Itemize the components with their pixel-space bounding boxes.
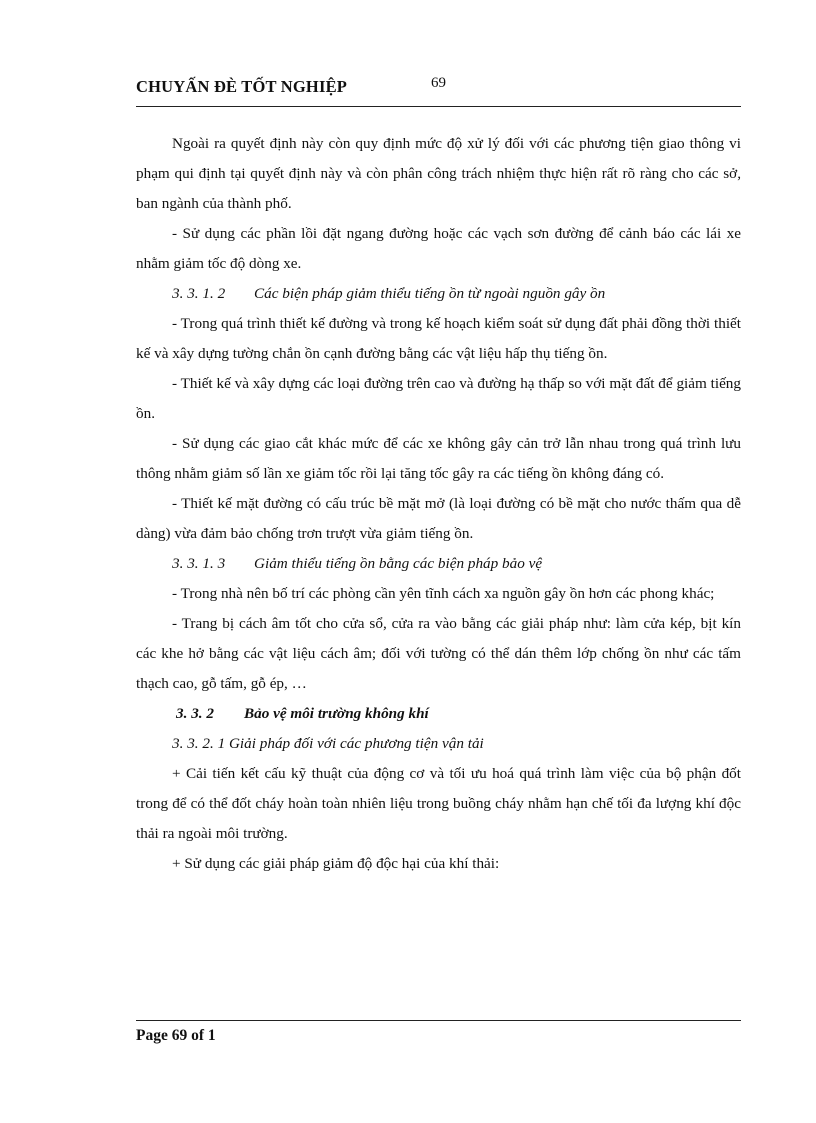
subheading-title: Giảm thiểu tiếng ồn bằng các biện pháp bảo vệ (254, 555, 543, 572)
subheading-number: 3. 3. 1. 3 (172, 555, 226, 572)
paragraph: - Sử dụng các phần lồi đặt ngang đường hoặc các vạch sơn đường để cảnh báo các lái xe nhằm giảm tốc độ dòng xe. (136, 225, 741, 272)
paragraph: + Cải tiến kết cấu kỹ thuật của động cơ và tối ưu hoá quá trình làm việc của bộ phận đốt trong để có thể đốt cháy hoàn toàn nhiên liệu trong buồng cháy nhằm hạn chế tối đa lượng khí độc thải ra ngoài môi trường. (136, 765, 741, 842)
paragraph: - Thiết kế và xây dựng các loại đường trên cao và đường hạ thấp so với mặt đất để giảm tiếng ồn. (136, 375, 741, 422)
section-number: 3. 3. 2 (176, 705, 214, 722)
document-title: CHUYẤN ĐÈ TỐT NGHIỆP (136, 77, 348, 96)
page-header (136, 72, 741, 102)
paragraph: - Trong nhà nên bố trí các phòng cần yên tĩnh cách xa nguồn gây ồn hơn các phong khác; (172, 585, 715, 602)
footer-divider (136, 1020, 741, 1021)
section-title: Bảo vệ môi trường không khí (244, 705, 429, 722)
paragraph: Ngoài ra quyết định này còn quy định mức độ xử lý đối với các phương tiện giao thông vi phạm qui định tại quyết định này và còn phân công trách nhiệm thực hiện rất rõ ràng cho các sở, ban ngành của thành phố. (136, 135, 741, 212)
paragraph: - Sử dụng các giao cắt khác mức để các xe không gây cản trở lẫn nhau trong quá trình lưu thông nhằm giảm số lần xe giảm tốc rồi lại tăng tốc gây ra các tiếng ồn không đáng có. (136, 435, 741, 482)
subheading-3-3-2-1: 3. 3. 2. 1 Giải pháp đối với các phương tiện vận tải (172, 735, 484, 752)
subheading-3-3-1-2 (136, 279, 741, 309)
subheading-3-3-1-3 (136, 549, 741, 579)
subheading-number: 3. 3. 1. 2 (172, 285, 226, 302)
document-body (136, 129, 741, 879)
page-footer: Page 69 of 1 (136, 1027, 216, 1044)
section-heading-3-3-2 (136, 699, 741, 729)
header-divider (136, 106, 741, 107)
paragraph: + Sử dụng các giải pháp giảm độ độc hại của khí thải: (172, 855, 500, 872)
header-page-number: 69 (431, 75, 446, 91)
paragraph: - Trang bị cách âm tốt cho cửa sổ, cửa ra vào bằng các giải pháp như: làm cửa kép, bịt kín các khe hở bằng các vật liệu cách âm; đối với tường có thể dán thêm lớp chống ồn như các tấm thạch cao, gỗ tấm, gỗ ép, … (136, 615, 741, 692)
paragraph: - Thiết kế mặt đường có cấu trúc bề mặt mở (là loại đường có bề mặt cho nước thấm qua dễ dàng) vừa đảm bảo chống trơn trượt vừa giảm tiếng ồn. (136, 495, 741, 542)
paragraph: - Trong quá trình thiết kế đường và trong kế hoạch kiểm soát sử dụng đất phải đồng thời thiết kế và xây dựng tường chắn ồn cạnh đường bằng các vật liệu hấp thụ tiếng ồn. (136, 315, 741, 362)
subheading-title: Các biện pháp giảm thiểu tiếng ồn từ ngoài nguồn gây ồn (254, 285, 606, 302)
